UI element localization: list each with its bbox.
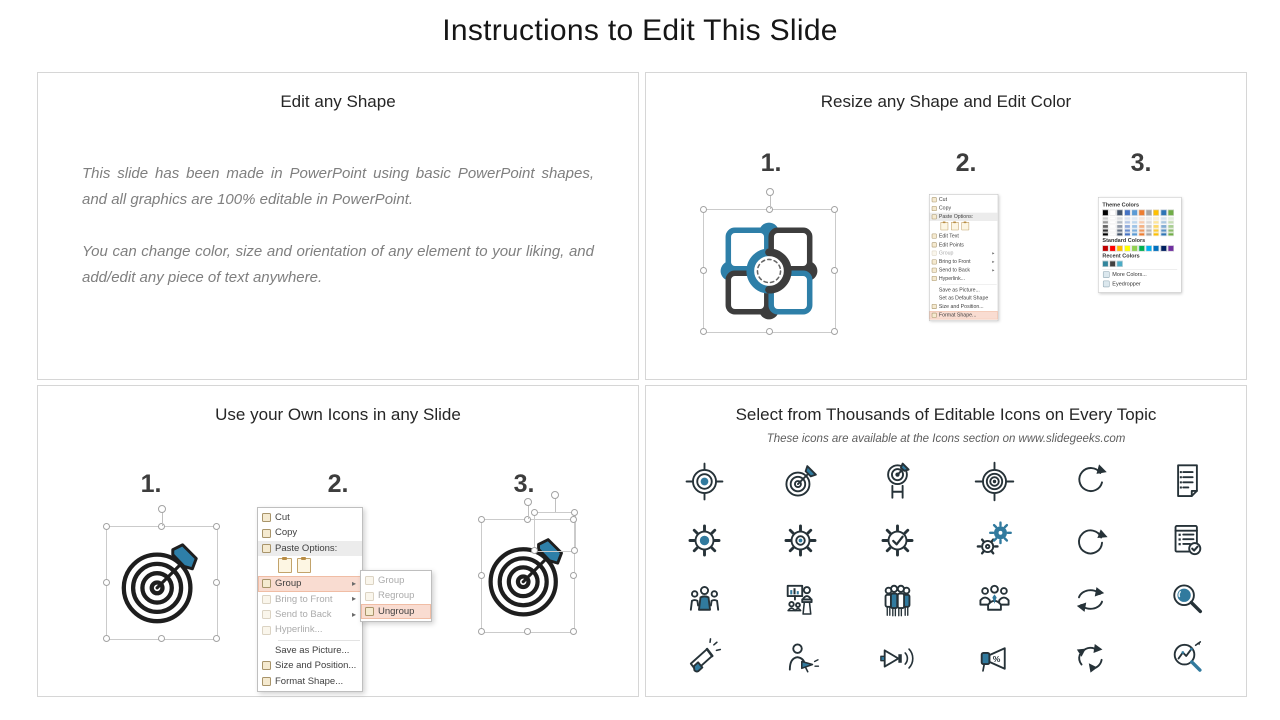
color-swatch[interactable] [1117,233,1123,236]
color-swatch[interactable] [1160,229,1166,232]
menu-item-set-as-default-shape[interactable] [930,294,998,302]
panel-edit-shape-title: Edit any Shape [280,92,396,111]
color-swatch[interactable] [1131,229,1137,232]
color-swatch[interactable] [1153,225,1159,228]
menu-item-size-and-position[interactable] [930,303,998,311]
color-swatch[interactable] [1139,210,1145,216]
shade-column [1117,217,1123,236]
selection-handle[interactable] [531,547,538,554]
theme-shades-grid [1102,217,1177,236]
selection-handle[interactable] [570,572,577,579]
audience-speaker-icon[interactable] [684,579,725,620]
menu-item-group[interactable] [930,249,998,257]
menu-item-label: Paste Options: [275,542,338,554]
submenu-arrow-icon: ▸ [992,259,995,264]
size-position-icon [932,304,937,309]
color-swatch[interactable] [1102,245,1108,251]
group-submenu [360,570,432,622]
cycle-arrows-icon[interactable] [1070,638,1111,679]
person-announcement-icon[interactable] [780,638,821,679]
selection-handle[interactable] [831,206,838,213]
clipboard-icon[interactable] [941,222,949,230]
color-picker [1098,197,1182,293]
color-swatch[interactable] [1168,229,1174,232]
size-position-icon [262,661,271,670]
rotation-handle-icon[interactable] [766,188,774,196]
rotation-handle-icon[interactable] [551,491,559,499]
color-swatch[interactable] [1131,221,1137,224]
group-context-menu [257,507,415,692]
color-swatch[interactable] [1160,221,1166,224]
submenu-arrow-icon: ▸ [992,250,995,256]
menu-item-send-to-back[interactable] [930,266,998,274]
color-swatch[interactable] [1117,245,1123,251]
selection-handle[interactable] [524,628,531,635]
clipboard-icon[interactable] [297,558,311,573]
color-swatch[interactable] [1146,221,1152,224]
color-swatch[interactable] [1168,221,1174,224]
color-swatch[interactable] [1153,233,1159,236]
group-icon [365,576,374,585]
menu-item-label: Edit Points [938,241,964,248]
megaphone-waves-icon[interactable] [877,638,918,679]
menu-item-format-shape[interactable] [258,674,362,689]
shade-column [1110,217,1116,236]
color-swatch[interactable] [1160,245,1166,251]
color-swatch[interactable] [1168,225,1174,228]
color-swatch[interactable] [1160,233,1166,236]
color-swatch[interactable] [1153,229,1159,232]
menu-item-label: Paste Options: [938,213,974,220]
menu-item-label: Format Shape... [938,312,977,319]
panel-own-icons [37,385,639,697]
eyedropper-item[interactable] [1102,279,1177,288]
selection-handle[interactable] [103,635,110,642]
panel-icon-library [645,385,1247,697]
megaphone-icon[interactable] [684,638,725,679]
magnifier-icon[interactable] [1167,579,1208,620]
bring-front-icon [932,259,937,264]
scissors-icon [262,513,271,522]
selection-handle[interactable] [700,267,707,274]
shade-column [1146,217,1152,236]
rotation-stem [528,505,529,519]
rotation-stem [162,512,163,526]
color-swatch[interactable] [1117,221,1123,224]
menu-item-bring-to-front[interactable] [258,592,362,607]
gear-solid-icon[interactable] [684,520,725,561]
menu-item-label: Regroup [378,590,415,602]
shade-column [1102,217,1108,236]
standard-colors-row [1102,245,1177,251]
color-swatch[interactable] [1117,210,1123,216]
shade-column [1139,217,1145,236]
menu-item-label: Edit Text [938,233,959,240]
document-list-icon[interactable] [1167,461,1208,502]
megaphone-percent-icon[interactable] [974,638,1015,679]
icon-library-subtitle: These icons are available at the Icons section on www.slidegeeks.com [766,433,1126,445]
submenu-arrow-icon: ▸ [992,267,995,273]
color-swatch[interactable] [1117,229,1123,232]
rotation-stem [555,498,556,512]
menu-item-cut[interactable] [258,510,362,525]
ungrouped-target-icon-selection[interactable] [481,519,575,633]
color-swatch[interactable] [1168,217,1174,220]
crosshair-dot-icon[interactable] [974,461,1015,502]
edit-text-icon [932,234,937,239]
shade-column [1153,217,1159,236]
submenu-arrow-icon: ▸ [351,579,356,589]
color-swatch[interactable] [1102,261,1108,267]
bring-front-icon [262,595,271,604]
menu-separator [941,284,997,285]
eyedropper-icon [1103,281,1110,288]
rotation-stem [770,195,771,209]
group-icon [932,251,937,256]
target-crosshair-icon[interactable] [684,461,725,502]
selection-handle[interactable] [831,328,838,335]
copy-icon [932,206,937,211]
color-swatch[interactable] [1110,217,1116,220]
checklist-approved-icon[interactable] [1167,520,1208,561]
paste-options-row [930,221,998,232]
selection-handle[interactable] [213,579,220,586]
sync-arrows-icon[interactable] [1070,579,1111,620]
menu-item-copy[interactable] [930,204,998,212]
hyperlink-icon [932,276,937,281]
color-swatch[interactable] [1110,233,1116,236]
dartboard-arrow-icon[interactable] [780,461,821,502]
selection-handle[interactable] [103,579,110,586]
slide-title: Instructions to Edit This Slide [442,14,838,47]
circle-arrow-icon[interactable] [1070,520,1111,561]
team-group-icon[interactable] [877,579,918,620]
color-swatch[interactable] [1102,225,1108,228]
target-stand-icon[interactable] [877,461,918,502]
selection-handle[interactable] [570,628,577,635]
selection-handle[interactable] [103,523,110,530]
color-swatch[interactable] [1160,225,1166,228]
four-squares-shape[interactable] [713,216,825,326]
color-swatch[interactable] [1124,233,1130,236]
resize-step-1: 1. [760,149,782,177]
color-swatch[interactable] [1168,233,1174,236]
menu-item-label: Group [275,578,302,590]
shape-context-menu [929,194,998,321]
color-swatch[interactable] [1131,217,1137,220]
rotation-handle-icon[interactable] [524,498,532,506]
color-swatch[interactable] [1160,217,1166,220]
svg-text:%: % [992,653,1001,664]
menu-item-label: Size and Position... [275,660,357,672]
menu-item-hyperlink[interactable] [258,622,362,637]
menu-item-label: Group [378,575,405,586]
color-picker-thumbnail [1098,197,1184,337]
resize-step-2: 2. [955,149,977,177]
color-swatch[interactable] [1146,229,1152,232]
color-swatch[interactable] [1124,225,1130,228]
menu-item-label: Copy [938,205,952,212]
menu-item-paste-options[interactable] [930,213,998,221]
menu-item-label: Format Shape... [275,675,344,687]
shade-column [1124,217,1130,236]
menu-item-label: Size and Position... [938,303,984,310]
more-colors-item[interactable] [1102,270,1177,279]
color-swatch[interactable] [1146,233,1152,236]
icons-step-1: 1. [140,470,162,498]
submenu-arrow-icon: ▸ [351,609,356,619]
grouped-target-icon-selection[interactable] [106,526,218,640]
paste-options-row [258,556,362,576]
color-swatch[interactable] [1124,245,1130,251]
color-swatch[interactable] [1102,210,1108,216]
menu-item-edit-text[interactable] [930,232,998,240]
color-swatch[interactable] [1168,245,1174,251]
color-swatch[interactable] [1153,245,1159,251]
panel-icon-library-title: Select from Thousands of Editable Icons on Every Topic [735,405,1157,424]
menu-item-label: Hyperlink... [938,275,966,282]
menu-item-format-shape[interactable] [930,311,998,319]
color-swatch[interactable] [1146,245,1152,251]
color-swatch[interactable] [1102,229,1108,232]
color-swatch[interactable] [1146,217,1152,220]
selection-handle[interactable] [571,509,578,516]
color-swatch[interactable] [1102,233,1108,236]
selection-handle[interactable] [766,328,773,335]
color-swatch[interactable] [1168,210,1174,216]
color-swatch[interactable] [1117,225,1123,228]
edit-points-icon [932,242,937,247]
menu-item-label: Send to Back [938,267,970,274]
color-swatch[interactable] [1131,233,1137,236]
color-swatch[interactable] [1102,221,1108,224]
selection-handle[interactable] [158,635,165,642]
color-swatch[interactable] [1110,229,1116,232]
menu-item-label: Set as Default Shape [938,295,989,302]
shade-column [1168,217,1174,236]
color-swatch[interactable] [1146,210,1152,216]
menu-item-label: Send to Back [275,608,332,620]
color-swatch[interactable] [1139,221,1145,224]
menu-item-bring-to-front[interactable] [930,257,998,265]
clipboard-icon [262,544,271,553]
recent-colors-label: Recent Colors [1102,253,1140,260]
send-back-icon [932,268,937,273]
edit-shape-paragraph-1: This slide has been made in PowerPoint using basic PowerPoint shapes, and all graphics are 100% editable in PowerPoint. [82,165,594,208]
color-swatch[interactable] [1139,225,1145,228]
menu-item-size-and-position[interactable] [258,658,362,673]
selection-handle[interactable] [831,267,838,274]
color-swatch[interactable] [1124,229,1130,232]
dartboard-arrow-graphic[interactable] [115,533,209,633]
icons-step-2: 2. [327,470,349,498]
clipboard-icon[interactable] [961,222,969,230]
copy-icon [262,529,271,538]
color-swatch[interactable] [1139,245,1145,251]
rotate-arrow-icon[interactable] [1070,461,1111,502]
selected-shape-bounding-box[interactable] [703,209,836,333]
shade-column [1131,217,1137,236]
menu-separator [278,640,360,641]
color-swatch[interactable] [1131,210,1137,216]
double-gear-icon[interactable] [974,520,1015,561]
standard-colors-label: Standard Colors [1102,237,1146,244]
theme-colors-row [1102,210,1177,216]
menu-item-ungroup[interactable] [361,604,431,619]
people-review-icon[interactable] [974,579,1015,620]
menu-item-label: Bring to Front [938,258,971,265]
selection-handle[interactable] [571,547,578,554]
menu-item-label: Cut [275,512,290,523]
regroup-icon [365,592,374,601]
color-swatch[interactable] [1146,225,1152,228]
color-swatch[interactable] [1139,229,1145,232]
menu-item-save-as-picture[interactable] [258,643,362,658]
color-swatch[interactable] [1110,245,1116,251]
scissors-icon [932,197,937,202]
menu-item-regroup[interactable] [361,588,431,603]
color-swatch[interactable] [1124,210,1130,216]
selection-handle[interactable] [478,516,485,523]
selection-handle[interactable] [531,509,538,516]
color-swatch[interactable] [1139,217,1145,220]
panel-resize-color-title: Resize any Shape and Edit Color [820,92,1072,111]
menu-item-label: Bring to Front [275,593,333,605]
presentation-speaker-icon[interactable] [780,579,821,620]
group-icon [262,579,271,588]
selection-handle[interactable] [478,628,485,635]
color-swatch[interactable] [1117,261,1123,267]
color-swatch[interactable] [1153,210,1159,216]
shade-column [1160,217,1166,236]
menu-item-label: Copy [275,527,298,539]
gear-center-icon[interactable] [780,520,821,561]
icon-grid [656,452,1236,688]
more-colors-item-label: More Colors... [1112,271,1147,278]
menu-item-label: Hyperlink... [275,624,323,636]
selection-handle[interactable] [570,516,577,523]
clipboard-icon[interactable] [951,222,959,230]
clipboard-icon[interactable] [278,558,292,573]
menu-item-group[interactable] [361,573,431,588]
menu-item-label: Save as Picture... [938,286,980,293]
selection-handle[interactable] [478,572,485,579]
color-swatch[interactable] [1124,217,1130,220]
menu-item-cut[interactable] [930,196,998,204]
menu-item-paste-options[interactable] [258,541,362,556]
menu-item-label: Ungroup [378,605,415,617]
format-shape-icon [932,313,937,318]
color-swatch[interactable] [1110,261,1116,267]
color-swatch[interactable] [1131,225,1137,228]
menu-item-save-as-picture[interactable] [930,286,998,294]
edit-shape-paragraph-2: You can change color, size and orientation of any element to your liking, and add/edit any piece of text anywhere. [82,243,594,286]
magnifier-analytics-icon[interactable] [1167,638,1208,679]
color-swatch[interactable] [1102,217,1108,220]
menu-item-copy[interactable] [258,525,362,540]
resize-step-3: 3. [1130,149,1152,177]
menu-item-hyperlink[interactable] [930,274,998,282]
format-shape-icon [262,677,271,686]
color-swatch[interactable] [1131,245,1137,251]
hyperlink-icon [262,626,271,635]
selection-handle[interactable] [213,635,220,642]
color-swatch[interactable] [1153,221,1159,224]
color-swatch[interactable] [1110,210,1116,216]
selection-handle[interactable] [700,328,707,335]
submenu-arrow-icon: ▸ [351,594,356,604]
selection-handle[interactable] [213,523,220,530]
panel-own-icons-title: Use your Own Icons in any Slide [215,405,461,424]
menu-item-label: Cut [938,196,948,203]
menu-item-edit-points[interactable] [930,241,998,249]
palette-icon [1103,271,1110,278]
menu-item-send-to-back[interactable] [258,607,362,622]
color-swatch[interactable] [1139,233,1145,236]
menu-item-label: Group [938,250,954,257]
eyedropper-item-label: Eyedropper [1112,281,1141,288]
color-swatch[interactable] [1110,221,1116,224]
ungroup-icon [365,607,374,616]
send-back-icon [262,610,271,619]
selection-handle[interactable] [700,206,707,213]
panel-edit-shape [37,72,639,380]
theme-colors-label: Theme Colors [1102,201,1140,208]
panel-resize-color [645,72,1247,380]
recent-colors-row [1102,261,1177,267]
menu-item-label: Save as Picture... [275,644,350,656]
menu-item-group[interactable] [258,576,362,591]
rotation-handle-icon[interactable] [158,505,166,513]
color-swatch[interactable] [1117,217,1123,220]
color-swatch[interactable] [1153,217,1159,220]
icons-step-3: 3. [513,470,535,498]
clipboard-icon [932,214,937,219]
color-swatch[interactable] [1160,210,1166,216]
color-swatch[interactable] [1124,221,1130,224]
gear-check-icon[interactable] [877,520,918,561]
color-swatch[interactable] [1110,225,1116,228]
